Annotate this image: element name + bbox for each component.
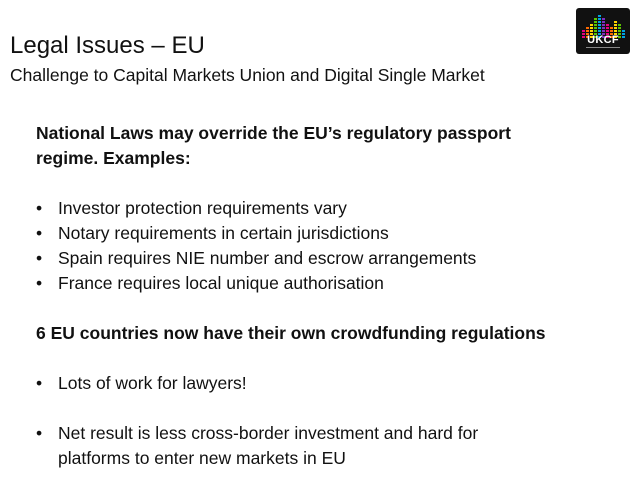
logo-bar-segment: [602, 27, 605, 29]
logo-bar-segment: [622, 30, 625, 32]
logo-bar-segment: [614, 30, 617, 32]
logo-bar-segment: [602, 18, 605, 20]
result-text-line-1: Net result is less cross-border investment and hard for: [58, 423, 479, 443]
bullet-dot: •: [36, 248, 43, 268]
example-text: Investor protection requirements vary: [58, 198, 347, 218]
bullet-dot: •: [36, 198, 43, 218]
bullet-dot: •: [36, 223, 43, 243]
logo-bar-segment: [610, 27, 613, 29]
logo-bar-segment: [582, 30, 585, 32]
logo-bar-segment: [598, 24, 601, 26]
logo-bar-segment: [594, 30, 597, 32]
slide-subtitle: Challenge to Capital Markets Union and Digital Single Market: [10, 65, 485, 85]
logo-bar-segment: [586, 27, 589, 29]
logo-bar-segment: [614, 27, 617, 29]
logo-bar-segment: [614, 24, 617, 26]
example-text: France requires local unique authorisation: [58, 273, 384, 293]
logo-bar-segment: [602, 24, 605, 26]
logo-bar-segment: [606, 30, 609, 32]
example-item: [36, 221, 626, 246]
logo-bar-segment: [594, 27, 597, 29]
slide-body: [36, 121, 626, 471]
logo-underline: [576, 46, 630, 49]
intro-line-1: National Laws may override the EU’s regulatory passport: [36, 123, 511, 143]
bullet-dot: •: [36, 423, 43, 443]
logo-bar-segment: [606, 27, 609, 29]
result-item-continuation: [36, 446, 626, 471]
lawyers-text: Lots of work for lawyers!: [58, 373, 247, 393]
countries-statement: 6 EU countries now have their own crowdfunding regulations: [36, 323, 546, 343]
logo-bar-segment: [610, 30, 613, 32]
ukcf-logo: [576, 8, 630, 54]
result-text-line-2: platforms to enter new markets in EU: [58, 448, 346, 468]
logo-bar-segment: [586, 30, 589, 32]
example-text: Spain requires NIE number and escrow arrangements: [58, 248, 477, 268]
logo-bar-segment: [598, 21, 601, 23]
logo-bar-segment: [594, 21, 597, 23]
logo-bar-segment: [590, 27, 593, 29]
example-item: [36, 271, 626, 296]
logo-bar-segment: [594, 18, 597, 20]
logo-bar-segment: [594, 24, 597, 26]
intro-line-2: regime. Examples:: [36, 148, 191, 168]
logo-bar-segment: [602, 30, 605, 32]
example-item: [36, 196, 626, 221]
logo-bar-segment: [590, 30, 593, 32]
logo-bar-segment: [614, 21, 617, 23]
logo-text: UKCF: [587, 34, 619, 46]
spacer: [36, 171, 626, 196]
logo-bar-segment: [618, 24, 621, 26]
logo-bar-segment: [598, 30, 601, 32]
lawyers-item: [36, 371, 626, 396]
logo-bar-segment: [590, 24, 593, 26]
example-text: Notary requirements in certain jurisdictions: [58, 223, 389, 243]
logo-bar-segment: [598, 15, 601, 17]
slide-title: Legal Issues – EU: [10, 32, 205, 59]
spacer: [36, 346, 626, 371]
spacer: [36, 296, 626, 321]
spacer: [36, 396, 626, 421]
bullet-indent: [36, 446, 58, 471]
bullet-dot: •: [36, 373, 43, 393]
logo-bar-segment: [618, 27, 621, 29]
result-item: [36, 421, 626, 446]
logo-bar-segment: [598, 18, 601, 20]
example-item: [36, 246, 626, 271]
bullet-dot: •: [36, 273, 43, 293]
logo-bar-segment: [602, 21, 605, 23]
logo-bar-segment: [598, 27, 601, 29]
logo-bar-segment: [618, 30, 621, 32]
logo-bar-segment: [606, 24, 609, 26]
